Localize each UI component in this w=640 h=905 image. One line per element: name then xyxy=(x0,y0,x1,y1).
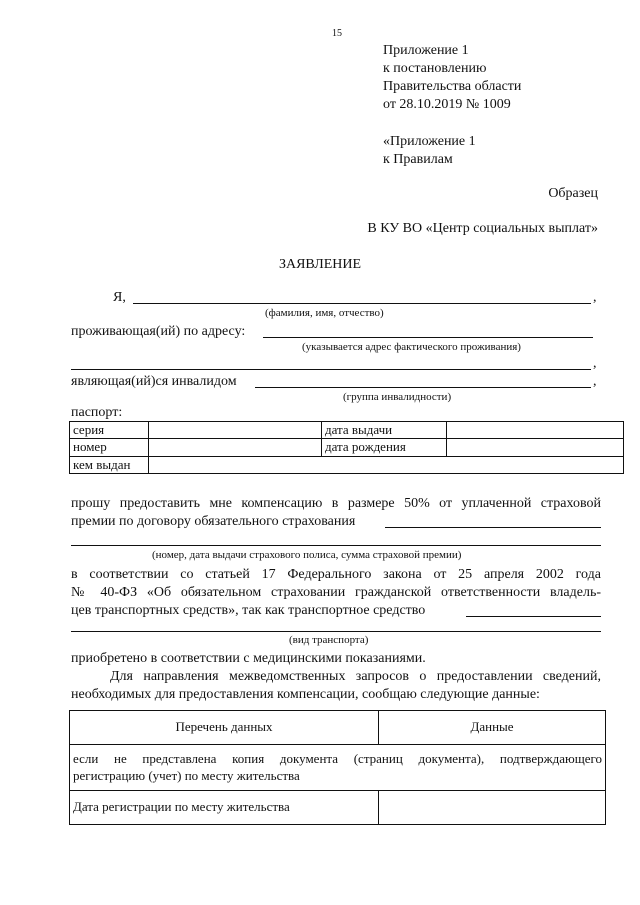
appendix-rules-line: к Правилам xyxy=(383,152,453,167)
appendix-line: к постановлению xyxy=(383,61,487,76)
policy-hint: (номер, дата выдачи страхового полиса, сумма страховой премии) xyxy=(152,549,462,561)
issued-by-input[interactable] xyxy=(149,456,624,473)
header-list: Перечень данных xyxy=(70,711,379,745)
addressee: В КУ ВО «Центр социальных выплат» xyxy=(367,221,598,236)
law-line-1: в соответствии со статьей 17 Федерального закона от 25 апреля 2002 года xyxy=(71,567,601,582)
comma: , xyxy=(593,290,597,305)
sample-label: Образец xyxy=(548,186,598,201)
name-hint: (фамилия, имя, отчество) xyxy=(265,307,384,319)
address-label: проживающая(ий) по адресу: xyxy=(71,324,246,339)
policy-input-line[interactable] xyxy=(385,527,601,528)
appendix-line: Приложение 1 xyxy=(383,43,469,58)
law-line-3: цев транспортных средств», так как транспортное средство xyxy=(71,603,426,618)
page-number: 15 xyxy=(332,28,342,39)
issue-date-input[interactable] xyxy=(447,422,624,439)
number-input[interactable] xyxy=(149,439,322,456)
appendix-line: Правительства области xyxy=(383,79,522,94)
header-data: Данные xyxy=(379,711,606,745)
registration-copy-line-2: регистрацию (учет) по месту жительства xyxy=(73,767,300,783)
appendix-rules-line: «Приложение 1 xyxy=(383,134,476,149)
comma: , xyxy=(593,356,597,371)
interagency-line-2: необходимых для предоставления компенсации, сообщаю следующие данные: xyxy=(71,687,540,702)
birth-date-input[interactable] xyxy=(447,439,624,456)
appendix-line: от 28.10.2019 № 1009 xyxy=(383,97,511,112)
issued-by-label: кем выдан xyxy=(70,456,149,473)
law-line-2: № 40-ФЗ «Об обязательном страховании гражданской ответственности владель- xyxy=(71,585,601,600)
passport-table xyxy=(69,421,624,474)
number-label: номер xyxy=(70,439,149,456)
series-input[interactable] xyxy=(149,422,322,439)
name-input-line[interactable] xyxy=(133,303,591,304)
request-line-1: прошу предоставить мне компенсацию в размере 50% от уплаченной страховой xyxy=(71,496,601,511)
disabled-label: являющая(ий)ся инвалидом xyxy=(71,374,237,389)
address-hint: (указывается адрес фактического проживания) xyxy=(302,341,521,353)
address-input-line-2[interactable] xyxy=(71,369,591,370)
issue-date-label: дата выдачи xyxy=(322,422,447,439)
registration-date-input[interactable] xyxy=(379,791,606,825)
document-title: ЗАЯВЛЕНИЕ xyxy=(278,257,362,272)
registration-copy-row xyxy=(70,745,606,791)
data-table xyxy=(69,710,606,825)
request-line-2: премии по договору обязательного страхования xyxy=(71,514,356,529)
comma: , xyxy=(593,374,597,389)
registration-date-label: Дата регистрации по месту жительства xyxy=(70,791,379,825)
vehicle-input-line[interactable] xyxy=(466,616,601,617)
acquired-text: приобретено в соответствии с медицинскими показаниями. xyxy=(71,651,426,666)
transport-hint: (вид транспорта) xyxy=(289,634,369,646)
address-input-line[interactable] xyxy=(263,337,593,338)
passport-label: паспорт: xyxy=(71,405,123,420)
appendix-block xyxy=(383,42,521,114)
registration-copy-line-1: если не представлена копия документа (страниц документа), подтверждающего xyxy=(73,751,602,767)
group-input-line[interactable] xyxy=(255,387,591,388)
birth-date-label: дата рождения xyxy=(322,439,447,456)
i-label: Я, xyxy=(113,290,126,305)
transport-input-line[interactable] xyxy=(71,631,601,632)
interagency-line-1: Для направления межведомственных запросов о предоставлении сведений, xyxy=(110,669,601,684)
group-hint: (группа инвалидности) xyxy=(343,391,452,403)
policy-input-line-2[interactable] xyxy=(71,545,601,546)
series-label: серия xyxy=(70,422,149,439)
appendix-rules-block xyxy=(383,133,476,169)
